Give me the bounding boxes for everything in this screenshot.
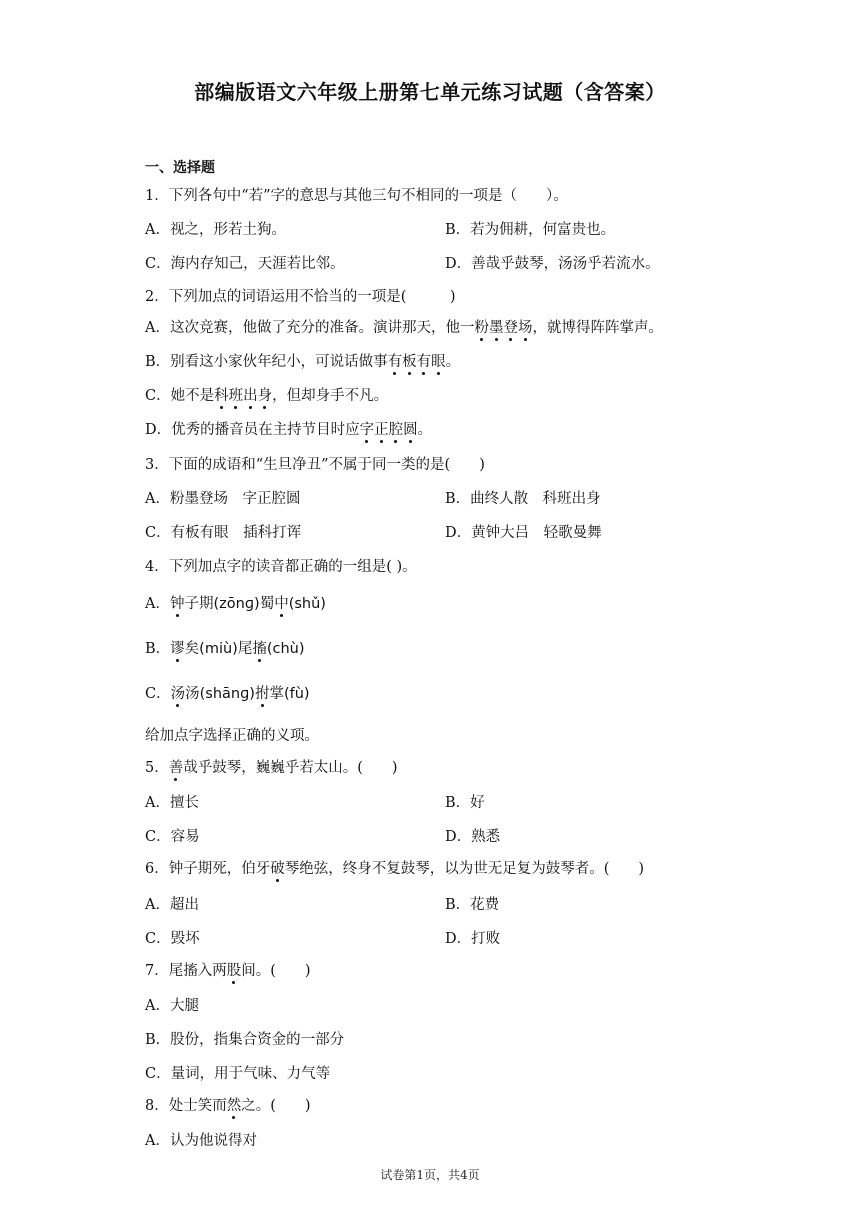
dotted-char: 正 xyxy=(374,422,389,438)
option-text: D．优秀的播音员在主持节目时应 xyxy=(145,422,360,438)
q3-option-c: C．有板有眼 插科打诨 xyxy=(145,525,302,541)
q2-option-d xyxy=(145,420,432,440)
page-footer: 试卷第1页，共4页 xyxy=(380,1168,480,1182)
option-text: 。 xyxy=(417,422,433,438)
q4-option-a xyxy=(145,594,326,614)
q4-option-c xyxy=(145,684,310,704)
option-text: 汤 xyxy=(185,686,200,702)
question-text: 6．钟子期死，伯牙 xyxy=(145,861,271,877)
q5-option-d: D．熟悉 xyxy=(445,829,501,845)
dotted-char: 破 xyxy=(270,861,285,877)
q6-option-a: A．超出 xyxy=(145,897,199,913)
dotted-char: 身 xyxy=(257,388,273,404)
dotted-char: 中 xyxy=(274,596,289,612)
q3-option-a: A．粉墨登场 字正腔圆 xyxy=(145,491,301,507)
q2-option-c xyxy=(145,386,388,406)
dotted-char: 股 xyxy=(226,963,242,979)
dotted-char: 墨 xyxy=(488,320,504,336)
q6-option-b: B．花费 xyxy=(445,897,500,913)
dotted-char: 搐 xyxy=(252,641,267,657)
dotted-char: 班 xyxy=(228,388,244,404)
dotted-char: 善 xyxy=(168,760,184,776)
question-number: 5． xyxy=(145,760,169,776)
option-text: 蜀 xyxy=(259,596,275,612)
dotted-char: 钟 xyxy=(169,596,185,612)
q1-option-c: C．海内存知己，天涯若比邻。 xyxy=(145,256,345,272)
question-text: 哉乎鼓琴，巍巍乎若太山。( ) xyxy=(183,760,398,776)
q6-option-c: C．毁坏 xyxy=(145,931,200,947)
option-text: 子期 xyxy=(184,596,214,612)
dotted-char: 有 xyxy=(387,354,403,370)
dotted-char: 然 xyxy=(226,1098,242,1114)
question-5 xyxy=(145,758,398,778)
dotted-char: 拊 xyxy=(254,686,270,702)
dotted-char: 字 xyxy=(359,422,375,438)
instruction-text: 给加点字选择正确的义项。 xyxy=(145,728,319,744)
pinyin: (chù) xyxy=(266,641,305,657)
option-label: A． xyxy=(145,596,170,612)
question-text: 7．尾搐入两 xyxy=(145,963,227,979)
q3-option-b: B．曲终人散 科班出身 xyxy=(445,491,601,507)
dotted-char: 场 xyxy=(517,320,533,336)
option-text: C．她不是 xyxy=(145,388,215,404)
question-text: 琴绝弦，终身不复鼓琴，以为世无足复为鼓琴者。( ) xyxy=(284,861,645,877)
q2-option-a xyxy=(145,318,663,338)
option-text: 尾 xyxy=(237,641,253,657)
dotted-char: 眼 xyxy=(431,354,446,370)
q5-option-a: A．擅长 xyxy=(145,795,199,811)
dotted-char: 板 xyxy=(402,354,417,370)
dotted-char: 圆 xyxy=(403,422,418,438)
question-7 xyxy=(145,961,311,981)
option-label: C． xyxy=(145,686,171,702)
dotted-char: 有 xyxy=(416,354,432,370)
dotted-char: 科 xyxy=(214,388,229,404)
dotted-char: 腔 xyxy=(388,422,404,438)
option-label: B． xyxy=(145,641,171,657)
option-text: 掌 xyxy=(269,686,284,702)
q8-option-a: A．认为他说得对 xyxy=(145,1133,257,1149)
q5-option-b: B．好 xyxy=(445,795,485,811)
q3-option-d: D．黄钟大吕 轻歌曼舞 xyxy=(445,525,602,541)
question-text: 8．处士笑而 xyxy=(145,1098,227,1114)
dotted-char: 登 xyxy=(503,320,518,336)
pinyin: (zōnɡ) xyxy=(213,596,260,612)
pinyin: (shǔ) xyxy=(288,596,326,612)
page-title: 部编版语文六年级上册第七单元练习试题（含答案） xyxy=(194,80,666,104)
option-text: ，就博得阵阵掌声。 xyxy=(532,320,663,336)
option-text: 。 xyxy=(445,354,461,370)
q5-option-c: C．容易 xyxy=(145,829,200,845)
dotted-char: 粉 xyxy=(474,320,489,336)
question-3: 3．下面的成语和“生旦净丑”不属于同一类的是( ) xyxy=(145,457,485,473)
q6-option-d: D．打败 xyxy=(445,931,501,947)
q7-option-c: C．量词，用于气味、力气等 xyxy=(145,1066,331,1082)
dotted-char: 出 xyxy=(243,388,258,404)
q7-option-a: A．大腿 xyxy=(145,998,199,1014)
question-4: 4．下列加点字的读音都正确的一组是( )。 xyxy=(145,559,417,575)
question-text: 之。( ) xyxy=(241,1098,311,1114)
q4-option-b xyxy=(145,639,305,659)
pinyin: (fù) xyxy=(283,686,310,702)
q1-option-d: D．善哉乎鼓琴，汤汤乎若流水。 xyxy=(445,256,660,272)
option-text: 矣 xyxy=(184,641,200,657)
question-8 xyxy=(145,1096,311,1116)
dotted-char: 汤 xyxy=(170,686,186,702)
pinyin: (miù) xyxy=(199,641,238,657)
pinyin: (shānɡ) xyxy=(199,686,255,702)
question-6 xyxy=(145,859,644,879)
q1-option-b: B．若为佣耕，何富贵也。 xyxy=(445,222,616,238)
option-text: A．这次竞赛，他做了充分的准备。演讲那天，他一 xyxy=(145,320,475,336)
q7-option-b: B．股份，指集合资金的一部分 xyxy=(145,1032,345,1048)
option-text: ，但却身手不凡。 xyxy=(272,388,389,404)
question-text: 间。( ) xyxy=(241,963,311,979)
question-1: 1．下列各句中“若”字的意思与其他三句不相同的一项是（ ）。 xyxy=(145,188,568,204)
dotted-char: 谬 xyxy=(170,641,185,657)
q1-option-a: A．视之，形若土狗。 xyxy=(145,222,286,238)
q2-option-b xyxy=(145,352,460,372)
option-text: B．别看这小家伙年纪小，可说话做事 xyxy=(145,354,388,370)
question-2: 2．下列加点的词语运用不恰当的一项是( ) xyxy=(145,289,456,305)
section-heading: 一、选择题 xyxy=(145,160,215,176)
